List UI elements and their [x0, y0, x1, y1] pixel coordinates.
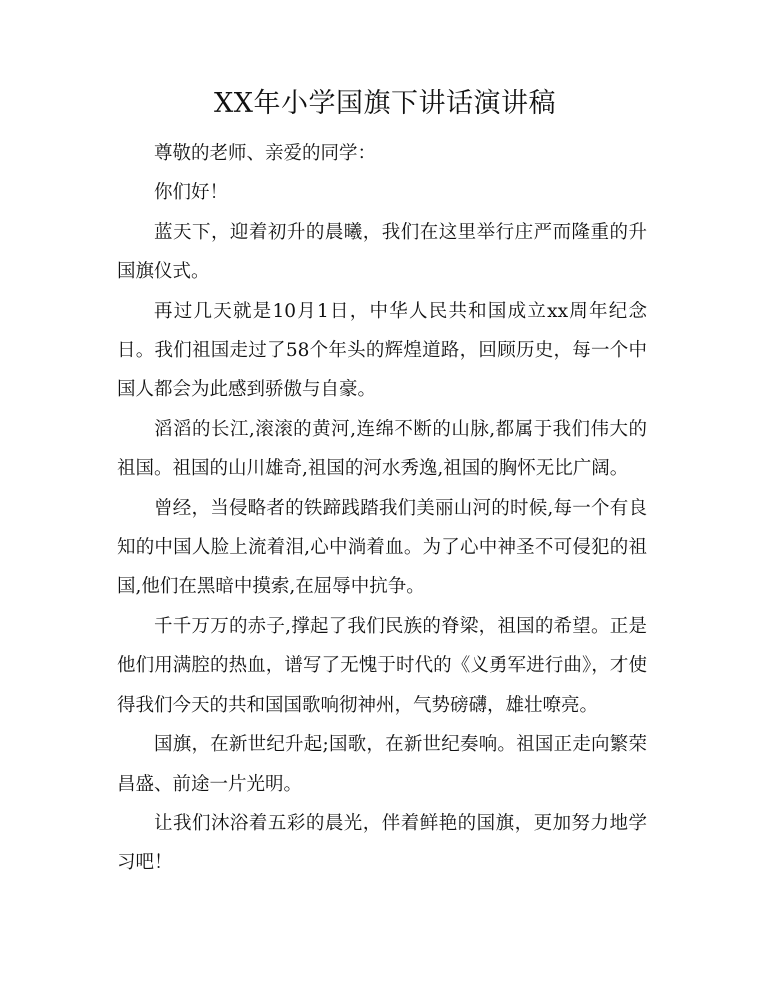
document-title: XX年小学国旗下讲话演讲稿 [214, 88, 556, 119]
paragraph-salutation: 尊敬的老师、亲爱的同学： [154, 143, 377, 164]
document-body [117, 134, 647, 883]
paragraph-landscape: 滔滔的长江,滚滚的黄河,连绵不断的山脉,都属于我们伟大的祖国。祖国的山川雄奇,祖国的河水秀逸,祖国的胸怀无比广阔。 [117, 418, 647, 480]
paragraph-greeting: 你们好！ [154, 182, 229, 204]
paragraph-closing: 让我们沐浴着五彩的晨光，伴着鲜艳的国旗，更加努力地学习吧！ [117, 812, 647, 874]
paragraph-ceremony: 蓝天下，迎着初升的晨曦，我们在这里举行庄严而隆重的升国旗仪式。 [117, 221, 647, 283]
paragraph-heroes: 千千万万的赤子,撑起了我们民族的脊梁，祖国的希望。正是他们用满腔的热血，谱写了无愧于时代的《义勇军进行曲》，才使得我们今天的共和国国歌响彻神州，气势磅礴，雄壮嘹亮。 [117, 615, 647, 716]
paragraph-anniversary: 再过几天就是10月1日，中华人民共和国成立xx周年纪念日。我们祖国走过了58个年头的辉煌道路，回顾历史，每一个中国人都会为此感到骄傲与自豪。 [117, 300, 647, 401]
paragraph-history: 曾经，当侵略者的铁蹄践踏我们美丽山河的时候,每一个有良知的中国人脸上流着泪,心中淌着血。为了心中神圣不可侵犯的祖国,他们在黑暗中摸索,在屈辱中抗争。 [117, 497, 647, 598]
paragraph-new-century: 国旗，在新世纪升起;国歌，在新世纪奏响。祖国正走向繁荣昌盛、前途一片光明。 [117, 734, 647, 795]
